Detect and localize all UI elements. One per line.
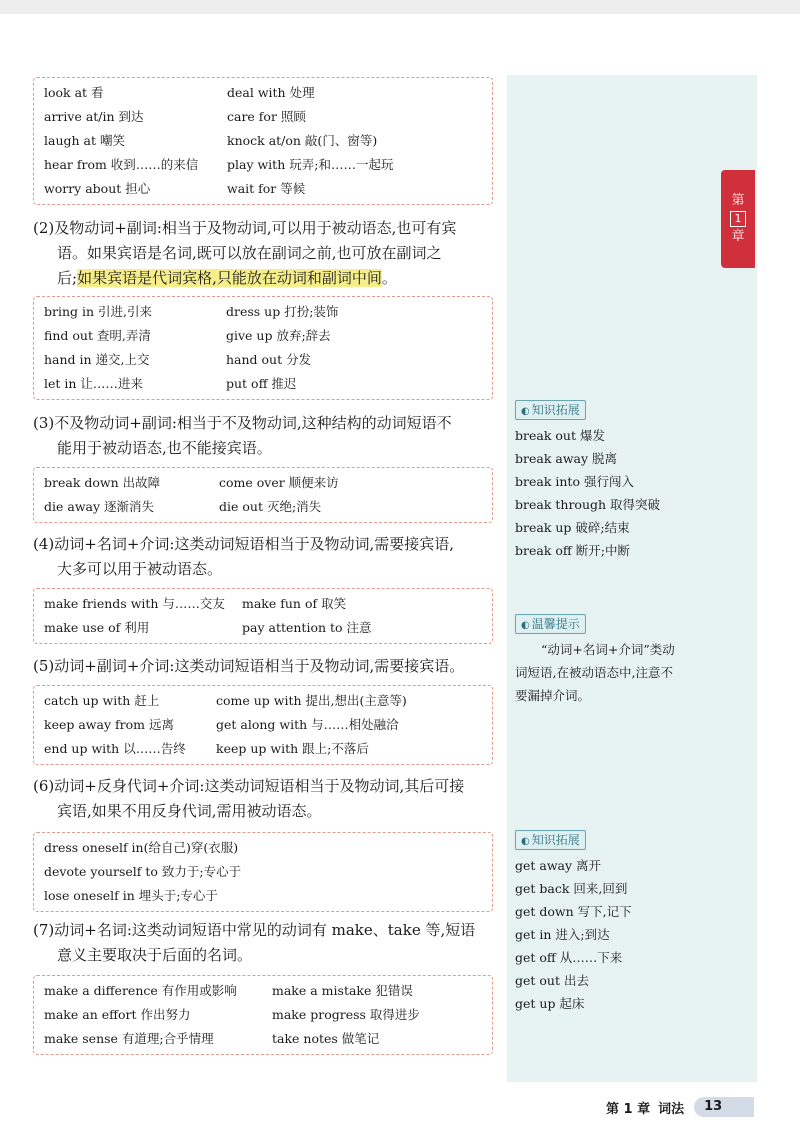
phrase-box-6 xyxy=(33,832,493,912)
phrase: come over 顺便来访 xyxy=(219,475,339,490)
tip-line: 要漏掉介词。 xyxy=(515,688,591,703)
phrase: make a difference 有作用或影响 xyxy=(44,983,237,998)
phrase: break down 出故障 xyxy=(44,475,161,490)
phrase: laugh at 嘲笑 xyxy=(44,133,125,148)
phrase-row xyxy=(44,177,492,201)
phrase: worry about 担心 xyxy=(44,181,151,196)
phrase-row xyxy=(44,1027,492,1051)
phrase: make use of 利用 xyxy=(44,620,150,635)
phrase-row xyxy=(44,105,492,129)
side-item: break up 破碎;结束 xyxy=(515,520,630,535)
side-item: get off 从……下来 xyxy=(515,950,623,965)
phrase-row xyxy=(44,495,492,519)
phrase-row xyxy=(44,348,492,372)
text: 。 xyxy=(381,269,397,287)
phrase-row xyxy=(44,300,492,324)
side-heading-text: 温馨提示 xyxy=(531,617,580,631)
phrase-row xyxy=(44,713,492,737)
paragraph-line: 能用于被动语态,也不能接宾语。 xyxy=(57,439,272,457)
chapter-tab xyxy=(721,170,755,268)
paragraph-line: 意义主要取决于后面的名词。 xyxy=(57,946,253,964)
side-heading xyxy=(515,400,586,420)
tip-line: “动词+名词+介词”类动 xyxy=(541,642,675,657)
highlighted-text: 如果宾语是代词宾格,只能放在动词和副词中间 xyxy=(77,269,382,287)
paragraph-5 xyxy=(33,654,498,679)
phrase-box-3 xyxy=(33,467,493,523)
paragraph-line: (2)及物动词+副词:相当于及物动词,可以用于被动语态,也可有宾 xyxy=(33,219,457,237)
phrase: die out 灭绝;消失 xyxy=(219,499,322,514)
phrase-row xyxy=(44,689,492,713)
phrase-box-2 xyxy=(33,296,493,400)
phrase: wait for 等候 xyxy=(227,181,306,196)
phrase-box-4 xyxy=(33,588,493,644)
phrase: get along with 与……相处融洽 xyxy=(216,717,399,732)
footer-chapter: 第 1 章 xyxy=(606,1101,651,1117)
paragraph-line: (3)不及物动词+副词:相当于不及物动词,这种结构的动词短语不 xyxy=(33,414,452,432)
phrase-row xyxy=(44,860,492,884)
phrase: make an effort 作出努力 xyxy=(44,1007,191,1022)
phrase: devote yourself to 致力于;专心于 xyxy=(44,864,242,879)
side-item: get down 写下,记下 xyxy=(515,904,632,919)
side-item: break out 爆发 xyxy=(515,428,605,443)
phrase-box-5 xyxy=(33,685,493,765)
chapter-tab-number: 1 xyxy=(730,211,746,227)
bookmark-icon: ◐ xyxy=(521,836,530,847)
chapter-tab-top: 第 xyxy=(731,193,745,208)
phrase: make progress 取得进步 xyxy=(272,1007,420,1022)
bookmark-icon: ◐ xyxy=(521,620,530,631)
paragraph-6 xyxy=(33,774,498,824)
page-footer xyxy=(606,1097,754,1117)
paragraph-line: (5)动词+副词+介词:这类动词短语相当于及物动词,需要接宾语。 xyxy=(33,657,465,675)
paragraph-4 xyxy=(33,532,498,582)
side-item: get back 回来,回到 xyxy=(515,881,628,896)
phrase-row xyxy=(44,1003,492,1027)
phrase-row xyxy=(44,81,492,105)
phrase-row xyxy=(44,592,492,616)
paragraph-line: (6)动词+反身代词+介词:这类动词短语相当于及物动词,其后可接 xyxy=(33,777,465,795)
phrase-row xyxy=(44,129,492,153)
phrase: dress oneself in(给自己)穿(衣服) xyxy=(44,840,239,855)
phrase: come up with 提出,想出(主意等) xyxy=(216,693,407,708)
page-number: 13 xyxy=(694,1097,754,1117)
phrase: care for 照顾 xyxy=(227,109,306,124)
paragraph-line: 大多可以用于被动语态。 xyxy=(57,560,223,578)
side-item: break through 取得突破 xyxy=(515,497,661,512)
side-knowledge-box-2 xyxy=(515,828,705,1015)
phrase: let in 让……进来 xyxy=(44,376,143,391)
phrase: make fun of 取笑 xyxy=(242,596,347,611)
phrase-box-1 xyxy=(33,77,493,205)
footer-title: 词法 xyxy=(658,1101,685,1117)
phrase: keep up with 跟上;不落后 xyxy=(216,741,369,756)
phrase-row xyxy=(44,884,492,908)
tip-line: 词短语,在被动语态中,注意不 xyxy=(515,665,673,680)
page-top-edge xyxy=(0,0,800,14)
phrase: take notes 做笔记 xyxy=(272,1031,380,1046)
phrase: play with 玩弄;和……一起玩 xyxy=(227,157,394,172)
paragraph-3 xyxy=(33,411,498,461)
phrase-row xyxy=(44,616,492,640)
side-tip-box xyxy=(515,612,705,707)
side-item: get out 出去 xyxy=(515,973,589,988)
phrase-row xyxy=(44,836,492,860)
phrase: hand in 递交,上交 xyxy=(44,352,150,367)
phrase: make sense 有道理;合乎情理 xyxy=(44,1031,214,1046)
phrase-row xyxy=(44,153,492,177)
phrase: make a mistake 犯错误 xyxy=(272,983,413,998)
phrase: arrive at/in 到达 xyxy=(44,109,144,124)
phrase: die away 逐渐消失 xyxy=(44,499,155,514)
phrase-row xyxy=(44,324,492,348)
tip-text xyxy=(515,638,697,707)
phrase: pay attention to 注意 xyxy=(242,620,372,635)
side-heading-text: 知识拓展 xyxy=(531,403,580,417)
phrase: look at 看 xyxy=(44,85,104,100)
paragraph-2 xyxy=(33,216,498,291)
phrase: keep away from 远离 xyxy=(44,717,174,732)
phrase: end up with 以……告终 xyxy=(44,741,186,756)
side-heading xyxy=(515,614,586,634)
chapter-tab-bottom: 章 xyxy=(731,229,745,244)
side-heading-text: 知识拓展 xyxy=(531,833,580,847)
phrase-row xyxy=(44,979,492,1003)
paragraph-line: 语。如果宾语是名词,既可以放在副词之前,也可放在副词之 xyxy=(57,244,442,262)
side-item: get up 起床 xyxy=(515,996,585,1011)
phrase: knock at/on 敲(门、窗等) xyxy=(227,133,378,148)
phrase-box-7 xyxy=(33,975,493,1055)
phrase: put off 推迟 xyxy=(226,376,297,391)
phrase: dress up 打扮;装饰 xyxy=(226,304,339,319)
paragraph-line: 宾语,如果不用反身代词,需用被动语态。 xyxy=(57,802,322,820)
phrase: give up 放弃;辞去 xyxy=(226,328,331,343)
paragraph-7 xyxy=(33,918,498,968)
phrase-row xyxy=(44,737,492,761)
phrase: make friends with 与……交友 xyxy=(44,596,225,611)
side-item: break away 脱离 xyxy=(515,451,618,466)
text: 后; xyxy=(57,269,78,287)
phrase: hear from 收到……的来信 xyxy=(44,157,199,172)
phrase-row xyxy=(44,372,492,396)
phrase: deal with 处理 xyxy=(227,85,315,100)
side-item: get in 进入;到达 xyxy=(515,927,610,942)
paragraph-line: (7)动词+名词:这类动词短语中常见的动词有 make、take 等,短语 xyxy=(33,921,476,939)
phrase: bring in 引进,引来 xyxy=(44,304,152,319)
side-item: get away 离开 xyxy=(515,858,602,873)
phrase: find out 查明,弄清 xyxy=(44,328,151,343)
side-item: break off 断开;中断 xyxy=(515,543,630,558)
side-heading xyxy=(515,830,586,850)
phrase: lose oneself in 埋头于;专心于 xyxy=(44,888,218,903)
side-item: break into 强行闯入 xyxy=(515,474,634,489)
phrase: catch up with 赶上 xyxy=(44,693,160,708)
side-knowledge-box-1 xyxy=(515,398,705,562)
phrase-row xyxy=(44,471,492,495)
paragraph-line xyxy=(33,266,498,291)
paragraph-line: (4)动词+名词+介词:这类动词短语相当于及物动词,需要接宾语, xyxy=(33,535,454,553)
bookmark-icon: ◐ xyxy=(521,406,530,417)
phrase: hand out 分发 xyxy=(226,352,312,367)
